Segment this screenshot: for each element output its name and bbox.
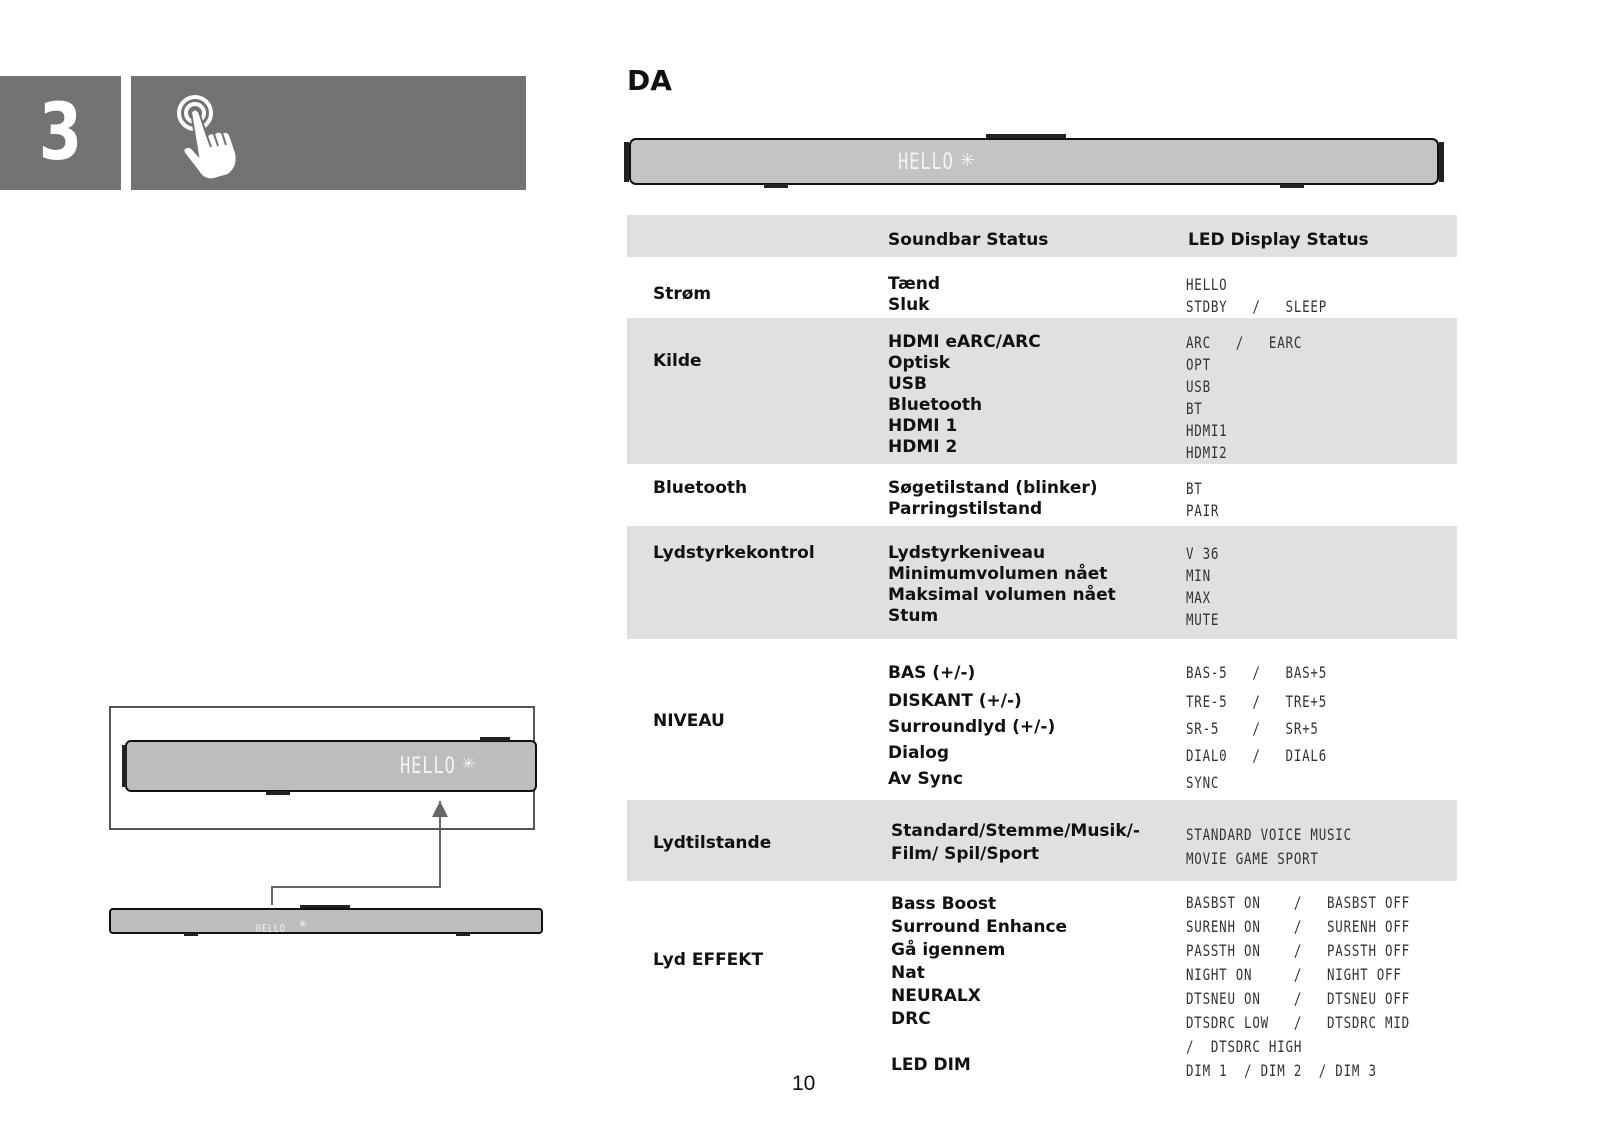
status-item: Søgetilstand (blinker) [888, 478, 1098, 498]
led-list-lydstyrke [1186, 543, 1229, 631]
led-list-bluetooth [1186, 478, 1229, 522]
category-strom: Strøm [653, 284, 712, 304]
status-item: Tænd [888, 274, 941, 294]
led-value: TRE-5 / TRE+5 [1186, 692, 1327, 711]
status-item: NEURALX [891, 986, 981, 1006]
zoom-display-text: HELLO [400, 754, 456, 779]
led-value: STANDARD VOICE MUSIC [1186, 825, 1352, 844]
zoom-asterisk-icon: ✳ [461, 756, 476, 773]
status-item: DRC [891, 1009, 931, 1029]
led-value: V 36 [1186, 544, 1220, 563]
status-item: LED DIM [891, 1055, 971, 1075]
led-value: PAIR [1186, 501, 1220, 520]
status-item: Bass Boost [891, 894, 997, 914]
soundbar-display-illustration [624, 134, 1444, 194]
status-item: Surround Enhance [891, 917, 1068, 937]
small-display-readout [256, 919, 307, 937]
led-value: STDBY / SLEEP [1186, 297, 1327, 316]
led-list-lydtilstande [1186, 823, 1399, 871]
status-item: Dialog [888, 743, 950, 763]
led-value: OPT [1186, 355, 1211, 374]
status-item: Nat [891, 963, 925, 983]
led-value: HDMI1 [1186, 421, 1228, 440]
category-lydtilstande: Lydtilstande [653, 833, 772, 853]
status-item: Lydstyrkeniveau [888, 543, 1046, 563]
led-value: SR-5 / SR+5 [1186, 719, 1319, 738]
led-list-lyd-effekt [1186, 891, 1473, 1083]
led-value: USB [1186, 377, 1211, 396]
led-value: SURENH ON / SURENH OFF [1186, 917, 1410, 936]
led-value: BT [1186, 479, 1203, 498]
led-list-strom [1186, 274, 1367, 318]
led-value: DTSDRC LOW / DTSDRC MID [1186, 1013, 1410, 1032]
chapter-icon-box [131, 76, 526, 190]
status-item: BAS (+/-) [888, 663, 976, 683]
led-value: NIGHT ON / NIGHT OFF [1186, 965, 1402, 984]
status-list-niveau [888, 660, 1055, 792]
category-lyd-effekt: Lyd EFFEKT [653, 950, 764, 970]
status-item: Sluk [888, 295, 930, 315]
led-value: / DTSDRC HIGH [1186, 1037, 1303, 1056]
status-item: Stum [888, 606, 939, 626]
status-item: Standard/Stemme/Musik/- [891, 821, 1140, 841]
led-value: BT [1186, 399, 1203, 418]
led-value: DIAL0 / DIAL6 [1186, 746, 1327, 765]
status-list-lydstyrke [888, 543, 1116, 627]
status-item: HDMI 1 [888, 416, 958, 436]
status-item: HDMI 2 [888, 437, 958, 457]
display-text: HELLO [898, 150, 954, 175]
status-item: HDMI eARC/ARC [888, 332, 1041, 352]
status-item: Maksimal volumen nået [888, 585, 1116, 605]
zoom-display-readout [400, 754, 475, 779]
status-item: Gå igennem [891, 940, 1006, 960]
soundbar-zoom-illustration [108, 705, 548, 941]
led-value: MOVIE GAME SPORT [1186, 849, 1319, 868]
led-value: HDMI2 [1186, 443, 1228, 462]
led-list-niveau [1186, 660, 1367, 797]
category-lydstyrkekontrol: Lydstyrkekontrol [653, 543, 815, 563]
led-value: DTSNEU ON / DTSNEU OFF [1186, 989, 1410, 1008]
status-list-strom [888, 274, 940, 316]
led-value: DIM 1 / DIM 2 / DIM 3 [1186, 1061, 1377, 1080]
status-list-bluetooth [888, 478, 1098, 520]
category-kilde: Kilde [653, 351, 702, 371]
status-item: Parringstilstand [888, 499, 1043, 519]
status-item: Film/ Spil/Sport [891, 844, 1039, 864]
language-code: DA [627, 64, 672, 97]
led-value: MAX [1186, 588, 1211, 607]
header-led-status: LED Display Status [1188, 230, 1369, 250]
led-value: SYNC [1186, 773, 1220, 792]
status-item: DISKANT (+/-) [888, 691, 1022, 711]
status-item: Av Sync [888, 769, 964, 789]
chapter-number: 3 [38, 88, 83, 178]
chapter-number-box [0, 76, 121, 190]
status-list-lydtilstande [891, 820, 1140, 866]
category-bluetooth: Bluetooth [653, 478, 748, 498]
touch-hand-icon [173, 92, 253, 182]
led-value: BASBST ON / BASBST OFF [1186, 893, 1410, 912]
category-niveau: NIVEAU [653, 711, 725, 731]
status-item: Surroundlyd (+/-) [888, 717, 1056, 737]
small-asterisk-icon: ✳ [298, 919, 307, 930]
led-value: MIN [1186, 566, 1211, 585]
soundbar-display-readout [898, 150, 975, 175]
header-soundbar-status: Soundbar Status [888, 230, 1049, 250]
led-list-kilde [1186, 332, 1335, 464]
led-value: MUTE [1186, 610, 1220, 629]
status-item: Minimumvolumen nået [888, 564, 1108, 584]
led-value: HELLO [1186, 275, 1228, 294]
status-item: USB [888, 374, 928, 394]
status-list-lyd-effekt [891, 893, 1067, 1077]
small-display-text: HELLO [256, 922, 286, 935]
led-value: ARC / EARC [1186, 333, 1303, 352]
status-list-kilde [888, 332, 1041, 458]
status-item: Optisk [888, 353, 950, 373]
led-value: PASSTH ON / PASSTH OFF [1186, 941, 1410, 960]
asterisk-icon: ✳ [959, 150, 975, 170]
page-number: 10 [792, 1072, 816, 1095]
status-item: Bluetooth [888, 395, 983, 415]
led-value: BAS-5 / BAS+5 [1186, 663, 1327, 682]
